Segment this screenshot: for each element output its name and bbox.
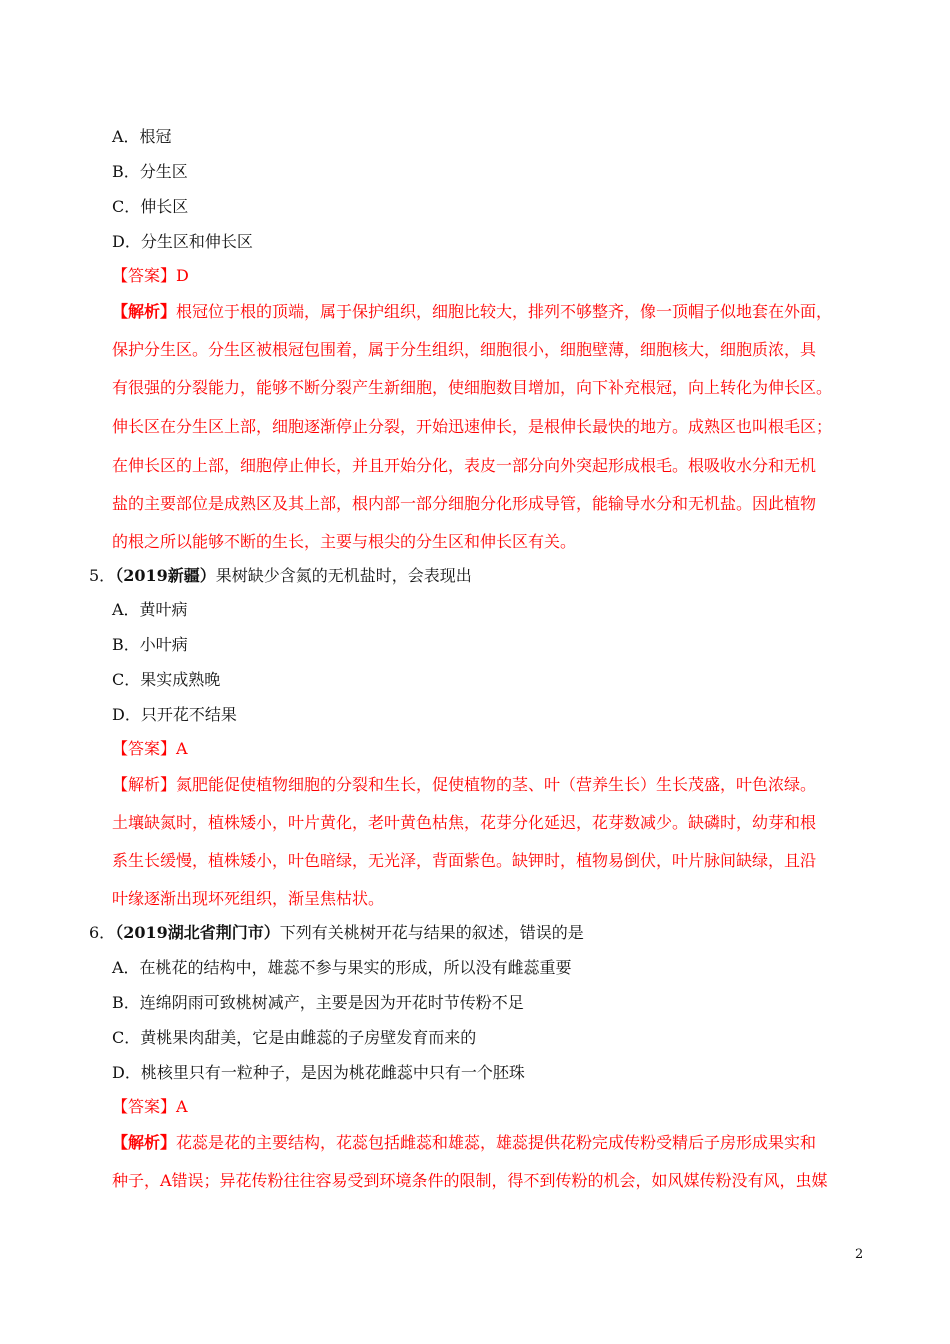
q5-analysis-line: 土壤缺氮时，植株矮小，叶片黄化，老叶黄色枯焦，花芽分化延迟，花芽数减少。缺磷时，幼芽和根 [112,813,817,832]
analysis-label: 【解析】 [112,775,177,794]
q4-option-c: C．伸长区 [112,197,189,216]
answer-value: A [176,1097,188,1116]
q4-analysis-line: 伸长区在分生区上部，细胞逐渐停止分裂，开始迅速伸长，是根伸长最快的地方。成熟区也叫根毛区； [112,417,833,436]
q6-answer [112,1096,188,1118]
q5-analysis-line: 【解析】氮肥能促使植物细胞的分裂和生长，促使植物的茎、叶（营养生长）生长茂盛，叶色浓绿。 [112,775,817,794]
q5-option-a: A．黄叶病 [112,600,188,619]
answer-value: D [176,266,189,285]
question-source: （2019湖北省荆门市） [115,923,280,942]
q4-option-d: D．分生区和伸长区 [112,232,253,251]
q6-option-b: B．连绵阴雨可致桃树减产，主要是因为开花时节传粉不足 [112,993,524,1012]
q4-analysis-line: 有很强的分裂能力，能够不断分裂产生新细胞，使细胞数目增加，向下补充根冠，向上转化为伸长区。 [112,378,833,397]
page-number: 2 [855,1247,864,1262]
q6-analysis-line: 种子，A错误；异花传粉往往容易受到环境条件的限制，得不到传粉的机会，如风媒传粉没有风，虫媒 [112,1171,828,1190]
q4-analysis-line: 的根之所以能够不断的生长，主要与根尖的分生区和伸长区有关。 [112,532,577,551]
q6-analysis-line: 【解析】花蕊是花的主要结构，花蕊包括雌蕊和雄蕊，雄蕊提供花粉完成传粉受精后子房形成果实和 [112,1133,817,1152]
q6-option-c: C．黄桃果肉甜美，它是由雌蕊的子房壁发育而来的 [112,1028,477,1047]
q6-option-d: D．桃核里只有一粒种子，是因为桃花雌蕊中只有一个胚珠 [112,1063,525,1082]
q6-stem [89,922,584,944]
question-number: 5． [89,566,116,585]
q5-analysis-line: 叶缘逐渐出现坏死组织，渐呈焦枯状。 [112,889,385,908]
q5-stem [89,565,472,587]
q4-analysis-line: 保护分生区。分生区被根冠包围着，属于分生组织，细胞很小，细胞壁薄，细胞核大，细胞质浓，具 [112,340,817,359]
q5-option-b: B．小叶病 [112,635,188,654]
question-source: （2019新疆） [115,566,216,585]
q4-analysis-line: 在伸长区的上部，细胞停止伸长，并且开始分化，表皮一部分向外突起形成根毛。根吸收水分和无机 [112,456,817,475]
analysis-label: 【解析】 [112,302,177,321]
q4-option-b: B．分生区 [112,162,188,181]
q4-analysis-line: 【解析】根冠位于根的顶端，属于保护组织，细胞比较大，排列不够整齐，像一顶帽子似地套在外面， [112,302,833,321]
q5-answer [112,738,188,760]
answer-label: 【答案】 [112,266,177,285]
answer-label: 【答案】 [112,1097,177,1116]
q5-option-d: D．只开花不结果 [112,705,237,724]
q4-answer [112,265,189,287]
q6-option-a: A．在桃花的结构中，雄蕊不参与果实的形成，所以没有雌蕊重要 [112,958,572,977]
question-number: 6． [89,923,116,942]
q5-analysis-line: 系生长缓慢，植株矮小，叶色暗绿，无光泽，背面紫色。缺钾时，植物易倒伏，叶片脉间缺绿，且沿 [112,851,817,870]
question-text: 下列有关桃树开花与结果的叙述，错误的是 [279,923,584,942]
answer-label: 【答案】 [112,739,177,758]
q5-option-c: C．果实成熟晚 [112,670,221,689]
q4-option-a: A．根冠 [112,127,172,146]
q4-analysis-line: 盐的主要部位是成熟区及其上部，根内部一部分细胞分化形成导管，能输导水分和无机盐。因此植物 [112,494,817,513]
analysis-label: 【解析】 [112,1133,177,1152]
answer-value: A [176,739,188,758]
question-text: 果树缺少含氮的无机盐时，会表现出 [215,566,472,585]
